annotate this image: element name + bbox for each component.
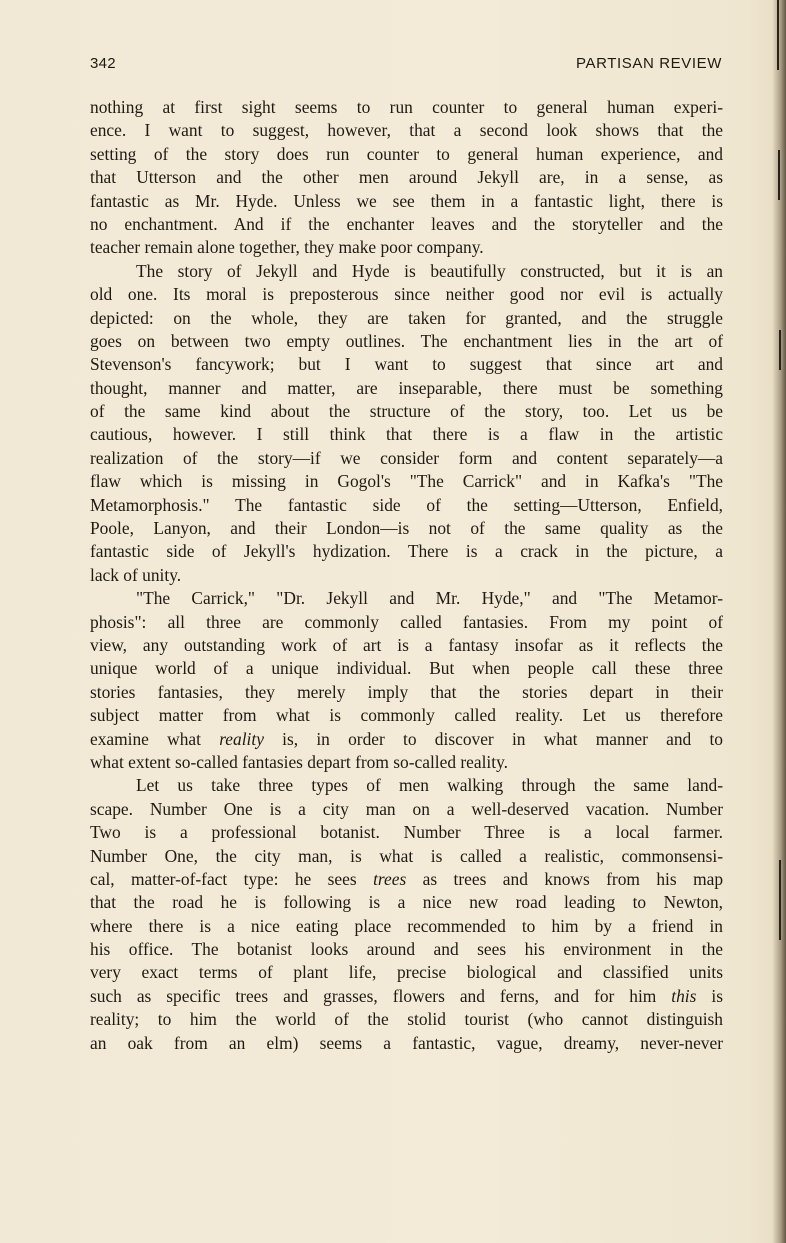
text-line: goes on between two empty outlines. The enchantment lies in the art of (90, 330, 723, 351)
text-line: where there is a nice eating place recommended to him by a friend in (90, 915, 723, 936)
italic-word: reality (219, 728, 264, 749)
text-line: no enchantment. And if the enchanter leaves and the storyteller and the (90, 213, 723, 234)
text-line: setting of the story does run counter to general human experience, and (90, 143, 723, 164)
text-line: subject matter from what is commonly called reality. Let us therefore (90, 705, 723, 726)
page-edge-line (778, 150, 780, 200)
text-line: Poole, Lanyon, and their London—is not of the same quality as the (90, 518, 723, 539)
text-line: cautious, however. I still think that there is a flaw in the artistic (90, 424, 723, 445)
running-head (90, 55, 722, 72)
text-line: flaw which is missing in Gogol's "The Carrick" and in Kafka's "The (90, 471, 723, 492)
text-line: that Utterson and the other men around Jekyll are, in a sense, as (90, 167, 723, 188)
italic-word: trees (373, 868, 407, 889)
page-edge-line (779, 330, 781, 370)
text-line: what extent so-called fantasies depart from so-called reality. (90, 751, 509, 772)
text-line: view, any outstanding work of art is a fantasy insofar as it reflects the (90, 634, 723, 655)
text-line: fantastic side of Jekyll's hydization. There is a crack in the picture, a (90, 541, 723, 562)
italic-word: this (671, 985, 697, 1006)
text-line: that the road he is following is a nice new road leading to Newton, (90, 892, 723, 913)
text-line: an oak from an elm) seems a fantastic, vague, dreamy, never-never (90, 1032, 723, 1053)
text-line: reality; to him the world of the stolid tourist (who cannot distinguish (90, 1009, 723, 1030)
journal-title: PARTISAN REVIEW (576, 55, 722, 72)
page-edge-line (777, 0, 779, 70)
body-text (90, 96, 723, 1055)
text-line: very exact terms of plant life, precise biological and classified units (90, 962, 723, 983)
text-line: phosis": all three are commonly called fantasies. From my point of (90, 611, 723, 632)
text-line: ence. I want to suggest, however, that a second look shows that the (90, 120, 723, 141)
text-line: Number One, the city man, is what is called a realistic, commonsensi- (90, 845, 723, 866)
text-line: Let us take three types of men walking through the same land- (136, 775, 723, 796)
text-line: depicted: on the whole, they are taken for granted, and the struggle (90, 307, 723, 328)
text-line: fantastic as Mr. Hyde. Unless we see them in a fantastic light, there is (90, 190, 723, 211)
text-line: "The Carrick," "Dr. Jekyll and Mr. Hyde," and "The Metamor- (136, 588, 723, 609)
text-line: examine what reality is, in order to discover in what manner and to (90, 728, 723, 749)
page-edge-line (779, 860, 781, 940)
text-line: realization of the story—if we consider form and content separately—a (90, 447, 723, 468)
text-line: nothing at first sight seems to run counter to general human experi- (90, 97, 723, 117)
text-line: of the same kind about the structure of the story, too. Let us be (90, 401, 723, 422)
text-line: stories fantasies, they merely imply that the stories depart in their (90, 681, 723, 702)
text-line: The story of Jekyll and Hyde is beautifully constructed, but it is an (136, 260, 723, 281)
text-line: such as specific trees and grasses, flowers and ferns, and for him this is (90, 985, 723, 1006)
text-line: thought, manner and matter, are inseparable, there must be something (90, 377, 723, 398)
text-line: Two is a professional botanist. Number Three is a local farmer. (90, 822, 723, 843)
text-line: Metamorphosis." The fantastic side of the setting—Utterson, Enfield, (90, 494, 723, 515)
page-number: 342 (90, 55, 116, 72)
text-line: teacher remain alone together, they make poor company. (90, 237, 484, 258)
text-line: scape. Number One is a city man on a well-deserved vacation. Number (90, 798, 723, 819)
text-line: unique world of a unique individual. But when people call these three (90, 658, 723, 679)
text-line: cal, matter-of-fact type: he sees trees as trees and knows from his map (90, 868, 723, 889)
text-line: lack of unity. (90, 564, 182, 585)
text-line: his office. The botanist looks around and sees his environment in the (90, 939, 723, 960)
text-line: Stevenson's fancywork; but I want to suggest that since art and (90, 354, 723, 375)
text-line: old one. Its moral is preposterous since neither good nor evil is actually (90, 284, 723, 305)
